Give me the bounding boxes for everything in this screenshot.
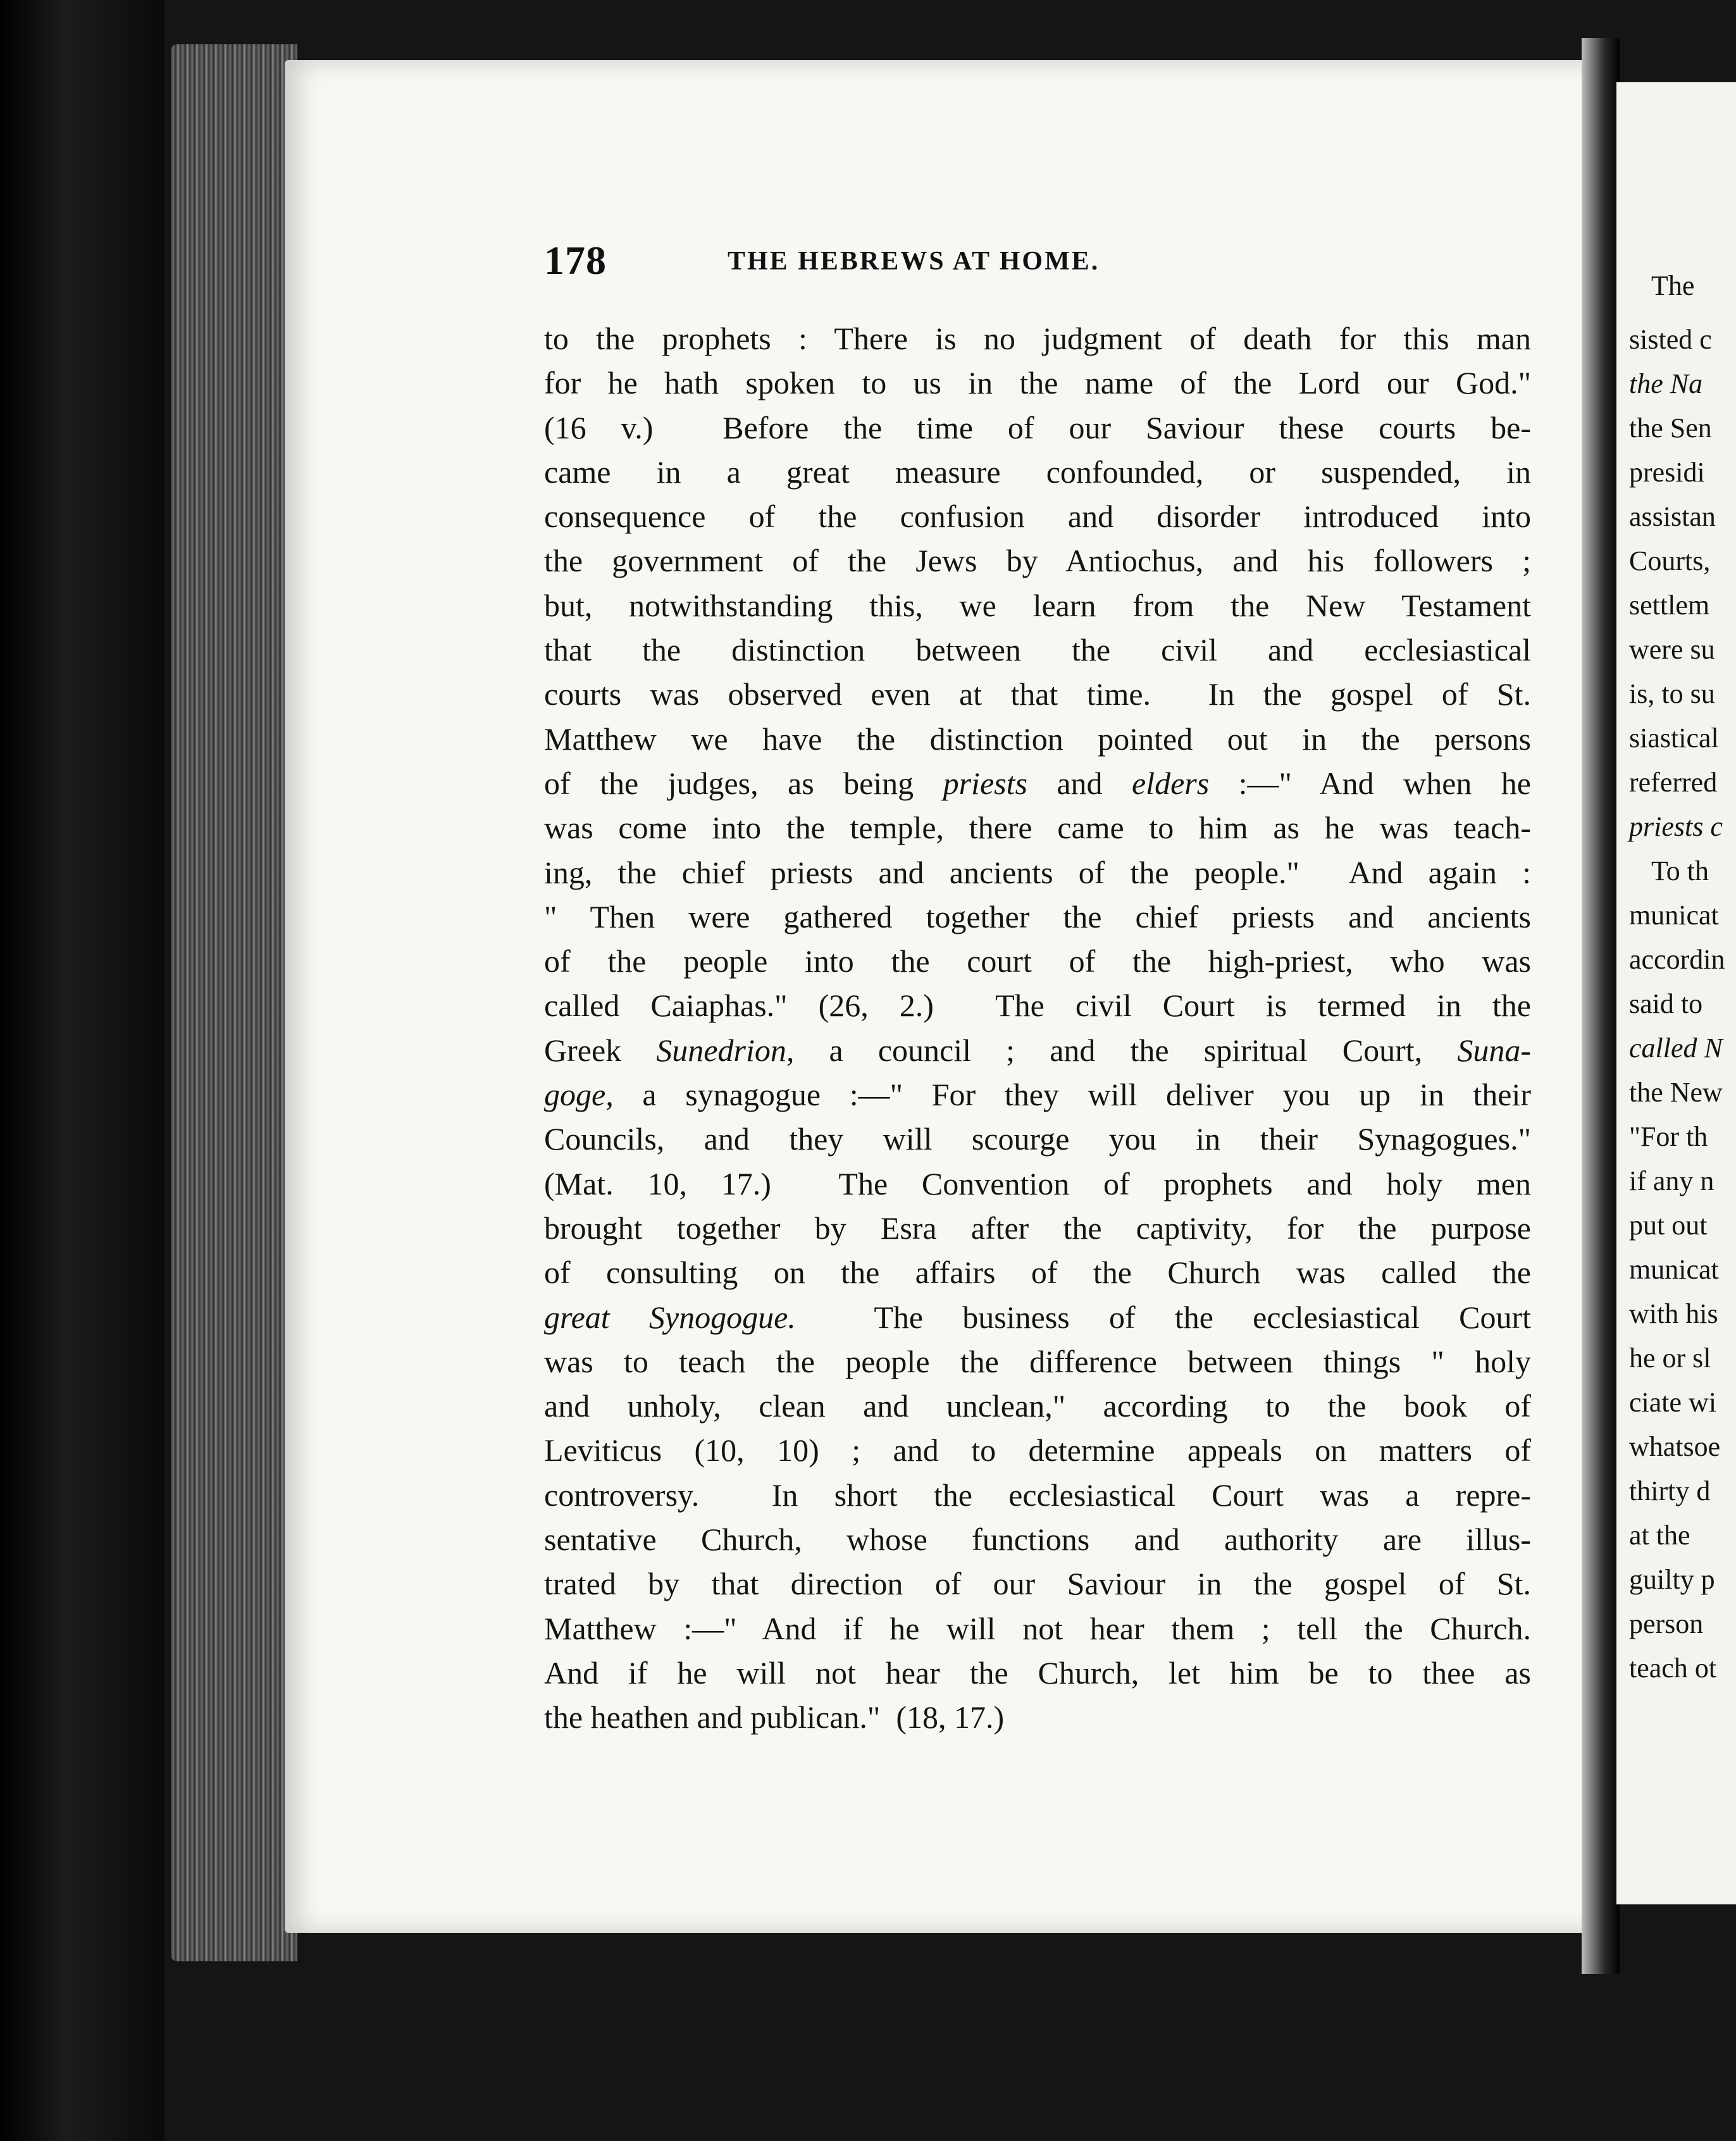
text-line [544,672,1531,716]
right-page-line: teach ot [1629,1653,1717,1684]
right-page-line: Courts, [1629,545,1711,576]
right-page-line: said to [1629,988,1703,1019]
text-line [544,1517,1531,1561]
book-spine-shadow [0,0,164,2141]
text-fragment: of consulting on the affairs of the Church was called the [544,1255,1531,1291]
text-line [544,939,1531,983]
right-page-line: if any n [1629,1165,1714,1196]
right-page-line: municat [1629,1254,1719,1285]
right-page-line: assistan [1629,501,1716,532]
text-fragment: And if he will not hear the Church, let him be to thee as [544,1654,1531,1691]
right-page-line: thirty d [1629,1475,1711,1506]
text-line [544,1339,1531,1384]
text-fragment: Matthew :—" And if he will not hear them ; tell the Church. [544,1610,1531,1646]
text-fragment: controversy. In short the ecclesiastical Court was a repre- [544,1477,1531,1513]
right-page-line: settlem [1629,590,1710,621]
text-line [544,1428,1531,1472]
right-page-line: the Sen [1629,413,1712,444]
page-edges [171,44,297,1961]
italic-text: elders [1131,765,1210,801]
text-fragment: was to teach the people the difference between things " holy [544,1343,1531,1379]
text-fragment: courts was observed even at that time. In the gospel of St. [544,676,1531,712]
text-fragment: The business of the ecclesiastical Court [795,1299,1531,1335]
text-fragment: the heathen and publican." (18, 17.) [544,1699,1005,1735]
right-page-line: the New [1629,1077,1723,1108]
right-page-line: "For th [1629,1121,1708,1152]
text-fragment: of the judges, as being [544,765,943,801]
text-line [544,1384,1531,1428]
italic-text: Sunedrion, [656,1032,795,1068]
text-line [544,1028,1531,1072]
page-header [544,237,1253,288]
text-line [544,316,1531,361]
text-line [544,1295,1531,1339]
italic-text: Suna- [1457,1032,1531,1068]
text-fragment: Leviticus (10, 10) ; and to determine appeals on matters of [544,1432,1531,1468]
text-fragment: but, notwithstanding this, we learn from the New Testament [544,587,1531,623]
text-fragment: of the people into the court of the high-priest, who was [544,943,1531,979]
italic-text: priests [943,765,1027,801]
right-page-line: The [1651,270,1695,301]
text-line [544,1072,1531,1117]
text-fragment: brought together by Esra after the captivity, for the purpose [544,1210,1531,1246]
right-page-line: is, to su [1629,678,1715,709]
text-line [544,761,1531,805]
text-fragment: (16 v.) Before the time of our Saviour these courts be- [544,409,1531,445]
text-fragment: Matthew we have the distinction pointed out in the persons [544,721,1531,757]
text-line [544,895,1531,939]
right-page-line: presidi [1629,457,1705,488]
right-page-line: he or sl [1629,1343,1711,1374]
text-fragment: and unholy, clean and unclean," according to the book of [544,1388,1531,1424]
text-fragment: sentative Church, whose functions and authority are illus- [544,1522,1531,1558]
right-page-line: referred [1629,767,1718,798]
book-gutter [1582,38,1620,1974]
text-line [544,983,1531,1027]
right-page-line: with his [1629,1298,1718,1329]
body-text [544,316,1531,1740]
running-head: THE HEBREWS AT HOME. [728,247,1100,276]
text-line [544,1162,1531,1206]
right-page-line: municat [1629,900,1719,931]
text-fragment: a council ; and the spiritual Court, [794,1032,1458,1068]
right-page-line: priests c [1629,811,1723,842]
text-line [544,583,1531,628]
right-page-line: accordin [1629,944,1725,975]
right-page-line: whatsoe [1629,1431,1721,1462]
text-line [544,1561,1531,1606]
right-page-line: person [1629,1608,1704,1639]
text-line [544,1206,1531,1250]
text-line [544,406,1531,450]
text-line [544,805,1531,850]
text-fragment: ing, the chief priests and ancients of the people." And again : [544,854,1531,890]
text-line [544,628,1531,672]
text-line [544,717,1531,761]
text-fragment: a synagogue :—" For they will deliver you up in their [613,1077,1531,1113]
text-fragment: to the prophets : There is no judgment of death for this man [544,321,1531,356]
text-line [544,1651,1531,1695]
text-line [544,361,1531,405]
text-fragment: Councils, and they will scourge you in their Synagogues." [544,1121,1531,1157]
page-number: 178 [544,238,607,283]
right-page-line: called N [1629,1033,1723,1064]
right-page-line: put out [1629,1210,1708,1241]
italic-text: goge, [544,1077,614,1113]
right-page-line: ciate wi [1629,1387,1717,1418]
text-line [544,450,1531,494]
text-fragment: consequence of the confusion and disorder introduced into [544,499,1531,535]
text-line [544,850,1531,895]
right-page-line: guilty p [1629,1564,1715,1595]
text-fragment: " Then were gathered together the chief priests and ancients [544,898,1531,934]
right-page-line: at the [1629,1520,1690,1551]
italic-text: great Synogogue. [544,1299,796,1335]
text-line [544,494,1531,538]
text-fragment: was come into the temple, there came to him as he was teach- [544,810,1531,846]
text-line [544,1606,1531,1651]
text-line [544,1250,1531,1294]
text-fragment: :—" And when he [1209,765,1531,801]
text-fragment: trated by that direction of our Saviour in the gospel of St. [544,1566,1531,1602]
text-fragment: and [1027,765,1132,801]
text-fragment: (Mat. 10, 17.) The Convention of prophets and holy men [544,1165,1531,1201]
text-fragment: called Caiaphas." (26, 2.) The civil Court is termed in the [544,988,1531,1024]
text-fragment: came in a great measure confounded, or suspended, in [544,454,1531,490]
text-fragment: Greek [544,1032,657,1068]
text-line [544,1117,1531,1161]
text-line [544,538,1531,583]
right-page-line: the Na [1629,368,1703,399]
text-fragment: the government of the Jews by Antiochus, and his followers ; [544,543,1531,579]
text-line [544,1695,1531,1739]
right-page-line: siastical [1629,723,1719,754]
text-line [544,1473,1531,1517]
right-page-line: To th [1651,855,1709,886]
right-page [1616,82,1736,1904]
right-page-line: sisted c [1629,324,1712,355]
right-page-line: were su [1629,634,1715,665]
text-fragment: that the distinction between the civil and ecclesiastical [544,632,1531,668]
text-fragment: for he hath spoken to us in the name of the Lord our God." [544,365,1531,401]
